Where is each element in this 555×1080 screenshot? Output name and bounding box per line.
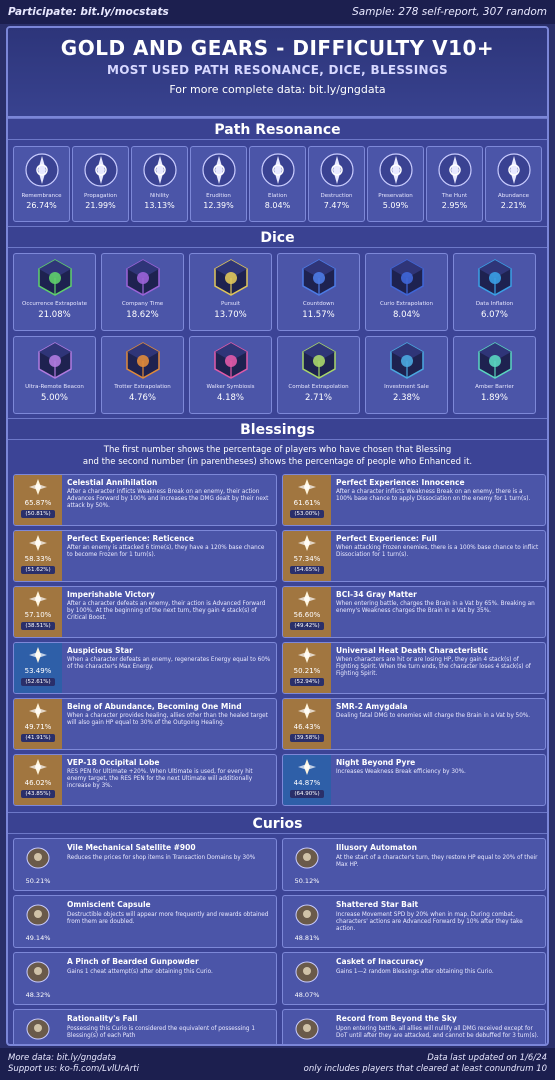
curio-percentage: 49.14% [25,934,51,942]
blessing-icon-panel [14,699,62,749]
path-percentage: 8.04% [264,201,291,210]
curio-percentage: 48.32% [25,991,51,999]
blessing-description: When characters are hit or are losing HP, they gain 4 stack(s) of Fighting Spirit. When the turn ends, the character loses 4 stack(s) of Fighting Spirit. [336,657,531,678]
blessing-text [62,755,276,805]
blessings-intro [8,440,547,472]
curio-description: At the start of a character's turn, they restore HP equal to 20% of their Max HP. [336,855,538,869]
path-emblem-icon [22,150,62,190]
blessing-pick-rate: 57.34% [293,555,321,563]
blessing-enhance-rate: (39.58%) [290,734,323,742]
blessing-pick-rate: 53.49% [24,667,52,675]
blessing-text [331,531,545,581]
blessing-icon-panel [14,643,62,693]
blessing-description: When a character defeats an enemy, regenerates Energy equal to 60% of the character's Max Energy. [67,657,271,671]
blessing-text [331,755,471,805]
curio-icon-panel [283,896,331,947]
dice-cube-icon [123,257,163,297]
blessing-icon-panel [14,755,62,805]
curio-description: Increase Movement SPD by 20% when in map. During combat, characters' actions are Advanced Forward by 10% after they take action. [336,912,523,933]
curio-description: Gains 1—2 random Blessings after obtaining this Curio. [336,969,494,975]
section-blessings: Blessings [8,418,547,440]
path-name: Destruction [320,193,353,199]
path-percentage: 5.09% [382,201,409,210]
blessing-card [282,698,546,750]
blessing-pick-rate: 49.71% [24,723,52,731]
path-card [308,146,365,222]
blessing-name: Night Beyond Pyre [336,758,416,767]
curio-name: Vile Mechanical Satellite #900 [67,843,196,852]
footer-updated: Data last updated on 1/6/24 [427,1053,547,1063]
dice-cube-icon [387,257,427,297]
path-emblem-icon [317,150,357,190]
blessing-card [13,530,277,582]
curio-text [62,1010,276,1046]
path-name: Abundance [498,193,529,199]
dice-percentage: 5.00% [40,393,68,403]
curio-item-icon [23,1014,53,1042]
blessing-text [331,475,545,525]
curio-card [282,952,546,1005]
path-card [72,146,129,222]
dice-card [453,336,536,414]
blessing-enhance-rate: (52.61%) [21,678,54,686]
blessing-emblem-icon [296,478,318,496]
dice-name: Company Time [121,301,164,307]
blessing-description: When a character provides healing, allies other than the healed target will also gain HP equal to 30% of the Outgoing Healing. [67,713,268,727]
footer-more-data[interactable]: More data: bit.ly/gngdata [8,1053,117,1063]
curio-card [282,838,546,891]
blessings-intro-line2: and the second number (in parentheses) shows the percentage of people who Enhanced it. [82,457,473,467]
dice-card [13,336,96,414]
curio-item-icon [292,957,322,985]
dice-name: Ultra-Remote Beacon [25,384,84,390]
dice-cube-icon [35,340,75,380]
blessing-emblem-icon [296,702,318,720]
blessing-pick-rate: 58.33% [24,555,52,563]
path-name: Propagation [84,193,117,199]
dice-grid [8,248,547,418]
dice-cube-icon [475,340,515,380]
dice-percentage: 11.57% [302,310,335,320]
dice-name: Trotter Extrapolation [114,384,171,390]
curio-name: A Pinch of Bearded Gunpowder [67,957,199,966]
blessing-text [62,587,276,637]
blessing-name: Celestial Annihilation [67,478,158,487]
blessing-card [282,754,546,806]
blessing-icon-panel [283,699,331,749]
blessing-card [282,586,546,638]
blessing-card [13,474,277,526]
blessing-name: VEP-18 Occipital Lobe [67,758,160,767]
blessing-text [62,699,276,749]
blessing-name: Universal Heat Death Characteristic [336,646,489,655]
blessing-card [13,754,277,806]
data-link[interactable]: For more complete data: bit.ly/gngdata [169,83,386,96]
path-percentage: 13.13% [144,201,175,210]
curio-description: Possessing this Curio is considered the equivalent of possessing 1 Blessing(s) of each Path [67,1026,255,1040]
dice-percentage: 4.76% [128,393,156,403]
curio-description: Destructible objects will appear more frequently and rewards obtained from them are doubled. [67,912,269,926]
blessing-enhance-rate: (64.90%) [290,790,323,798]
dice-percentage: 21.08% [38,310,71,320]
blessing-enhance-rate: (43.85%) [21,790,54,798]
curio-icon-panel [14,1010,62,1046]
blessing-text [331,587,545,637]
blessing-emblem-icon [27,534,49,552]
blessing-description: After a character defeats an enemy, their action is Advanced Forward by 100%. At the beginning of the next turn, they gain 4 stack(s) of Critical Boost. [67,601,266,622]
curio-text [331,896,545,947]
curio-icon-panel [283,1010,331,1046]
blessing-name: Perfect Experience: Innocence [336,478,465,487]
dice-card [277,253,360,331]
blessing-icon-panel [14,531,62,581]
curio-name: Record from Beyond the Sky [336,1014,457,1023]
blessing-enhance-rate: (49.42%) [290,622,323,630]
path-emblem-icon [376,150,416,190]
blessing-emblem-icon [296,758,318,776]
blessing-emblem-icon [27,478,49,496]
section-curios: Curios [8,812,547,834]
curio-card [13,838,277,891]
blessing-name: Being of Abundance, Becoming One Mind [67,702,242,711]
curio-card [13,952,277,1005]
dice-cube-icon [211,340,251,380]
curio-percentage: 48.81% [294,934,320,942]
blessing-pick-rate: 56.60% [293,611,321,619]
dice-name: Data Inflation [475,301,514,307]
path-resonance-row [8,140,547,226]
footer-support[interactable]: Support us: ko-fi.com/LvlUrArti [8,1064,139,1074]
blessing-text [331,699,535,749]
curios-grid [8,834,547,1046]
dice-cube-icon [299,257,339,297]
blessing-emblem-icon [27,702,49,720]
curio-name: Rationality's Fall [67,1014,138,1023]
blessing-enhance-rate: (38.51%) [21,622,54,630]
dice-card [365,336,448,414]
blessing-pick-rate: 50.21% [293,667,321,675]
blessing-description: RES PEN for Ultimate +20%. When Ultimate is used, for every hit enemy target, the RES PEN for the next Ultimate will additionally increase by 3%. [67,769,253,790]
blessing-name: Imperishable Victory [67,590,155,599]
path-card [485,146,542,222]
blessing-description: When attacking Frozen enemies, there is a 100% base chance to inflict Dissociation for 1 turn(s). [336,545,539,559]
blessing-emblem-icon [296,646,318,664]
curio-name: Shattered Star Bait [336,900,419,909]
curio-icon-panel [14,839,62,890]
section-path-resonance: Path Resonance [8,118,547,140]
path-card [367,146,424,222]
curio-card [13,1009,277,1046]
path-name: The Hunt [441,193,468,199]
blessing-enhance-rate: (53.00%) [290,510,323,518]
path-percentage: 12.39% [203,201,234,210]
blessing-name: BCI-34 Gray Matter [336,590,417,599]
curio-text [62,839,260,890]
blessing-enhance-rate: (41.91%) [21,734,54,742]
blessing-enhance-rate: (50.81%) [21,510,54,518]
path-name: Preservation [378,193,413,199]
blessing-name: Perfect Experience: Full [336,534,437,543]
curio-text [331,839,545,890]
page-title: GOLD AND GEARS - DIFFICULTY V10+ [60,36,495,60]
dice-name: Investment Sale [384,384,429,390]
blessing-description: When entering battle, charges the Brain in a Vat by 65%. Breaking an enemy's Weakness charges the Brain in a Vat by 35%. [336,601,535,615]
path-percentage: 21.99% [85,201,116,210]
blessing-name: SMR-2 Amygdala [336,702,408,711]
blessing-card [282,642,546,694]
dice-cube-icon [299,340,339,380]
page-subtitle: MOST USED PATH RESONANCE, DICE, BLESSINGS [107,63,448,77]
dice-percentage: 1.89% [480,393,508,403]
curio-name: Illusory Automaton [336,843,417,852]
sample-info: Sample: 278 self-report, 307 random [352,6,547,18]
blessings-grid [8,472,547,808]
dice-card [101,336,184,414]
curio-item-icon [292,843,322,871]
blessing-card [282,474,546,526]
curio-card [282,895,546,948]
blessing-description: After a character inflicts Weakness Break on an enemy, their action Advances Forward by 100% and increases the DMG dealt by their next attack by 50%. [67,489,269,510]
blessing-pick-rate: 46.02% [24,779,52,787]
dice-card [101,253,184,331]
blessing-emblem-icon [296,590,318,608]
blessing-emblem-icon [27,590,49,608]
blessing-pick-rate: 46.43% [293,723,321,731]
curio-text [62,896,276,947]
top-bar [0,0,555,24]
path-card [13,146,70,222]
dice-card [277,336,360,414]
blessing-pick-rate: 65.87% [24,499,52,507]
section-dice: Dice [8,226,547,248]
dice-card [365,253,448,331]
blessing-pick-rate: 57.10% [24,611,52,619]
blessing-description: Increases Weakness Break efficiency by 30%. [336,769,466,775]
curio-percentage: 50.21% [25,877,51,885]
curio-item-icon [292,1014,322,1042]
blessing-description: Dealing fatal DMG to enemies will charge the Brain in a Vat by 50%. [336,713,531,719]
path-emblem-icon [199,150,239,190]
curio-name: Omniscient Capsule [67,900,151,909]
path-card [190,146,247,222]
dice-name: Curio Extrapolation [379,301,434,307]
blessing-text [331,643,545,693]
blessing-pick-rate: 61.61% [293,499,321,507]
path-emblem-icon [258,150,298,190]
dice-name: Combat Extrapolation [288,384,349,390]
path-name: Elation [268,193,287,199]
path-percentage: 2.21% [500,201,527,210]
curio-item-icon [292,900,322,928]
curio-card [282,1009,546,1046]
dice-name: Amber Barrier [475,384,514,390]
path-emblem-icon [81,150,121,190]
blessing-icon-panel [14,475,62,525]
path-emblem-icon [140,150,180,190]
curio-item-icon [23,900,53,928]
dice-cube-icon [35,257,75,297]
blessing-enhance-rate: (51.62%) [21,566,54,574]
blessing-card [13,586,277,638]
curio-icon-panel [14,896,62,947]
dice-percentage: 2.71% [304,393,332,403]
curio-text [331,953,499,1004]
dice-name: Countdown [302,301,335,307]
blessing-text [62,531,276,581]
blessings-intro-line1: The first number shows the percentage of players who have chosen that Blessing [103,445,452,455]
path-emblem-icon [494,150,534,190]
path-emblem-icon [435,150,475,190]
blessing-icon-panel [283,587,331,637]
blessing-name: Auspicious Star [67,646,133,655]
curio-percentage: 48.07% [294,991,320,999]
dice-cube-icon [475,257,515,297]
dice-percentage: 4.18% [216,393,244,403]
dice-cube-icon [387,340,427,380]
footer [0,1048,555,1080]
curio-item-icon [23,843,53,871]
blessing-emblem-icon [27,646,49,664]
curio-icon-panel [283,953,331,1004]
path-card [426,146,483,222]
path-name: Nihility [149,193,170,199]
dice-percentage: 13.70% [214,310,247,320]
dice-name: Pursuit [220,301,240,307]
blessing-icon-panel [283,755,331,805]
blessing-description: After an enemy is attacked 6 time(s), they have a 120% base chance to become Frozen for 1 turn(s). [67,545,265,559]
blessing-card [13,698,277,750]
path-percentage: 7.47% [323,201,350,210]
blessing-text [62,643,276,693]
blessing-icon-panel [14,587,62,637]
blessing-card [13,642,277,694]
curio-text [62,953,218,1004]
curio-icon-panel [283,839,331,890]
blessing-enhance-rate: (52.94%) [290,678,323,686]
curio-description: Upon entering battle, all allies will nullify all DMG received except for DoT until after they are attacked, and cannot be debuffed for 3 turn(s). [336,1026,539,1040]
dice-card [453,253,536,331]
blessing-emblem-icon [27,758,49,776]
curio-description: Reduces the prices for shop items in Transaction Domains by 30% [67,855,256,861]
blessing-text [62,475,276,525]
curio-item-icon [23,957,53,985]
infographic-frame [6,26,549,1046]
blessing-emblem-icon [296,534,318,552]
dice-name: Walker Symbiosis [206,384,255,390]
dice-percentage: 6.07% [480,310,508,320]
path-card [249,146,306,222]
path-name: Erudition [206,193,231,199]
blessing-name: Perfect Experience: Reticence [67,534,194,543]
dice-name: Occurrence Extrapolate [21,301,87,307]
hero-header [8,28,547,118]
path-percentage: 26.74% [26,201,57,210]
dice-card [189,336,272,414]
blessing-enhance-rate: (54.65%) [290,566,323,574]
curio-description: Gains 1 cheat attempt(s) after obtaining this Curio. [67,969,213,975]
dice-percentage: 8.04% [392,310,420,320]
curio-name: Casket of Inaccuracy [336,957,424,966]
dice-card [13,253,96,331]
curio-card [13,895,277,948]
blessing-card [282,530,546,582]
curio-percentage: 50.12% [294,877,320,885]
path-name: Remembrance [21,193,62,199]
path-card [131,146,188,222]
curio-text [331,1010,545,1046]
curio-icon-panel [14,953,62,1004]
blessing-pick-rate: 44.87% [293,779,321,787]
blessing-icon-panel [283,475,331,525]
dice-percentage: 18.62% [126,310,159,320]
dice-cube-icon [211,257,251,297]
dice-cube-icon [123,340,163,380]
dice-card [189,253,272,331]
dice-percentage: 2.38% [392,393,420,403]
participate-link[interactable]: Participate: bit.ly/mocstats [8,6,169,18]
blessing-description: After a character inflicts Weakness Break on an enemy, there is a 100% base chance to apply Dissociation on the enemy for 1 turn(s). [336,489,531,503]
blessing-icon-panel [283,531,331,581]
path-percentage: 2.95% [441,201,468,210]
blessing-icon-panel [283,643,331,693]
footer-note: only includes players that cleared at least conundrum 10 [303,1064,547,1074]
